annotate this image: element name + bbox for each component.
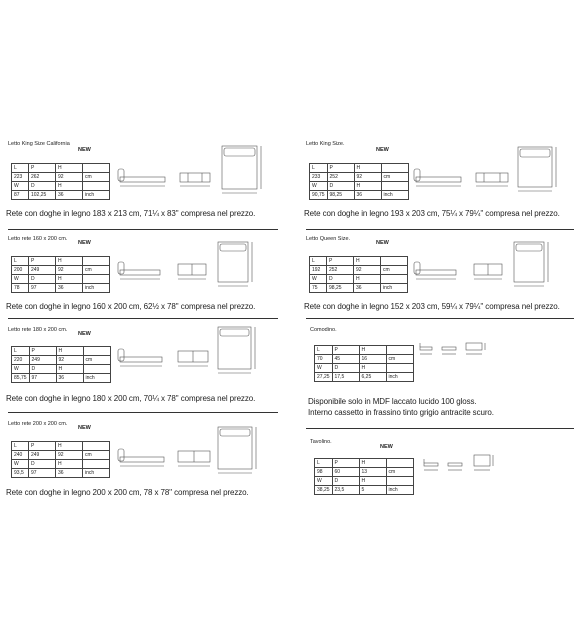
section-title: Tavolino. [310, 439, 332, 445]
dimension-table: L P H 70 45 16 cm W D H 27,25 17,5 6,25 inch [314, 345, 414, 382]
dimension-table: L P H 233 252 92 cm W D H 90,75 98,25 36 inch [309, 163, 409, 200]
new-badge: NEW [78, 147, 91, 153]
section-caption: Disponibile solo in MDF laccato lucido 100 gloss. [308, 397, 477, 406]
section-title: Letto King Size California [8, 141, 70, 147]
dimension-table: L P H 240 249 92 cm W D H 93,5 97 36 inch [11, 441, 110, 478]
section-title: Letto Queen Size. [306, 236, 351, 242]
nightstand-drawing [418, 343, 498, 363]
section-caption: Rete con doghe in legno 183 x 213 cm, 71¼ x 83'' compresa nel prezzo. [6, 209, 256, 218]
new-badge: NEW [78, 240, 91, 246]
bed-drawing [118, 145, 268, 200]
new-badge: NEW [376, 147, 389, 153]
section-divider [306, 318, 574, 319]
dimension-table: L P H 192 252 92 cm W D H 75 98,25 36 inch [309, 256, 408, 293]
section-divider [8, 318, 278, 319]
dimension-table: L P H 220 249 92 cm W D H 85,75 97 36 inch [11, 346, 111, 383]
dimension-table: L P H 98 60 13 cm W D H 38,25 23,5 5 inch [314, 458, 414, 495]
section-title: Letto rete 200 x 200 cm. [8, 421, 68, 427]
side-table-drawing [422, 455, 512, 477]
new-badge: NEW [380, 444, 393, 450]
new-badge: NEW [78, 331, 91, 337]
section-divider [306, 229, 574, 230]
bed-drawing [118, 327, 268, 379]
section-divider [306, 428, 574, 429]
new-badge: NEW [376, 240, 389, 246]
section-caption: Rete con doghe in legno 180 x 200 cm, 70¼ x 78'' compresa nel prezzo. [6, 394, 256, 403]
section-caption: Rete con doghe in legno 152 x 203 cm, 59¼ x 79¼'' compresa nel prezzo. [304, 302, 560, 311]
section-title: Comodino. [310, 327, 337, 333]
section-title: Letto rete 160 x 200 cm. [8, 236, 68, 242]
dimension-table: L P H 200 249 92 cm W D H 78 97 36 inch [11, 256, 110, 293]
new-badge: NEW [78, 425, 91, 431]
bed-drawing [118, 427, 268, 479]
section-title: Letto rete 180 x 200 cm. [8, 327, 68, 333]
bed-drawing [414, 147, 564, 199]
section-title: Letto King Size. [306, 141, 345, 147]
bed-drawing [414, 242, 564, 292]
dimension-table: L P H 223 262 92 cm W D H 87 102,25 36 inch [11, 163, 110, 200]
section-caption: Rete con doghe in legno 160 x 200 cm, 62½ x 78'' compresa nel prezzo. [6, 302, 256, 311]
section-divider [8, 412, 278, 413]
section-divider [8, 229, 278, 230]
section-caption-2: Interno cassetto in frassino tinto grigio antracite scuro. [308, 408, 494, 417]
section-caption: Rete con doghe in legno 193 x 203 cm, 75¼ x 79¼'' compresa nel prezzo. [304, 209, 560, 218]
bed-drawing [118, 242, 268, 292]
section-caption: Rete con doghe in legno 200 x 200 cm, 78 x 78'' compresa nel prezzo. [6, 488, 249, 497]
